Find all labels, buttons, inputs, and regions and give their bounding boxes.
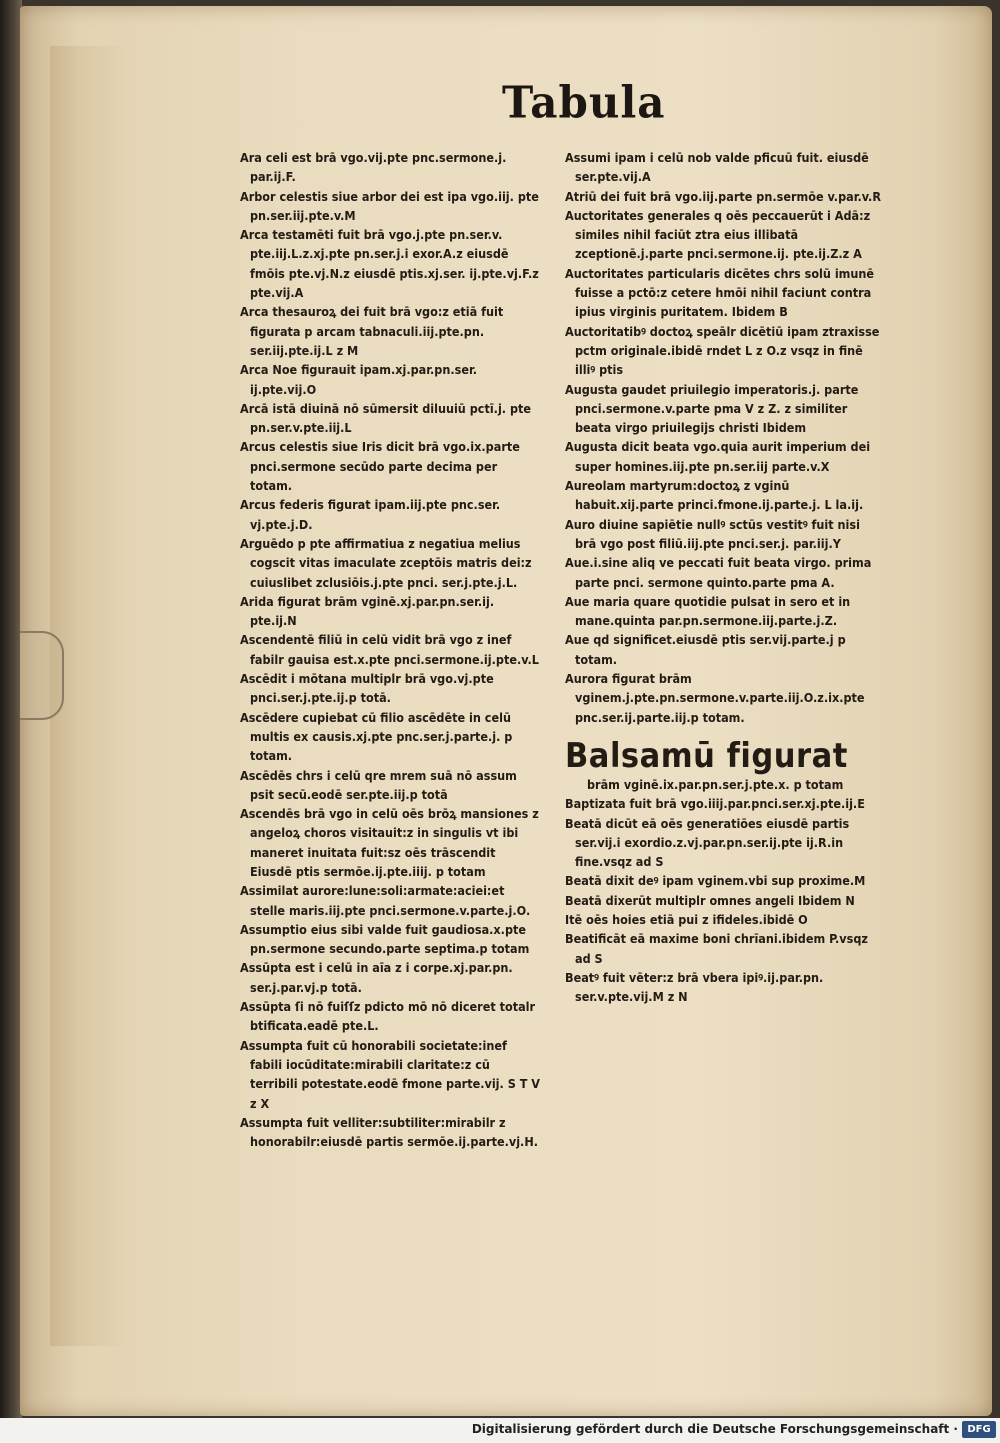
right-column-entries bbox=[565, 148, 883, 727]
index-entry: Assimilat aurore:lune:soli:armate:aciei:et stelle maris.iij.pte pnci.sermone.v.parte.j.O. bbox=[240, 883, 531, 918]
index-entry: Auctoritates particularis dicētes chrs solū imunē fuisse a pctō:z cetere hmōi nihil faciunt contra ipius virginis puritatem. Ibidem B bbox=[565, 265, 875, 320]
index-entry: Aue.i.sine aliq ve peccati fuit beata virgo. prima parte pnci. sermone quinto.parte pma A. bbox=[565, 555, 872, 590]
index-entry: Arbor celestis siue arbor dei est ipa vgo.iij. pte pn.ser.iij.pte.v.M bbox=[240, 188, 539, 223]
index-entry: Auctoritates generales q oēs peccauerūt i Adā:z similes nihil faciūt ztra eius illibatā zceptionē.j.parte pnci.sermone.ij. pte.ij.Z.z A bbox=[565, 207, 871, 262]
index-entry: Beatificāt eā maxime boni chrīani.ibidem P.vsqz ad S bbox=[565, 931, 868, 966]
dfg-logo[interactable]: DFG bbox=[962, 1421, 996, 1438]
index-entry: Arca thesauroꝝ dei fuit brā vgo:z etiā fuit figurata p arcam tabnaculi.iij.pte.pn. ser.iij.pte.ij.L z M bbox=[240, 304, 504, 358]
balsamum-entry bbox=[565, 737, 883, 794]
index-entry: Arca Noe figurauit ipam.xj.par.pn.ser. ij.pte.vij.O bbox=[240, 362, 477, 397]
index-entry: Ara celi est brā vgo.vij.pte pnc.sermone.j. par.ij.F. bbox=[240, 150, 507, 185]
index-entry: Assumptio eius sibi valde fuit gaudiosa.x.pte pn.sermone secundo.parte septima.p totam bbox=[240, 921, 530, 957]
index-entry: Aurora figurat brām vginem.j.pte.pn.sermone.v.parte.iij.O.z.ix.pte pnc.ser.ij.parte.iij.p totam. bbox=[565, 671, 865, 725]
index-entry: Assūpta ſi nō fuiſſz pdicto mō nō diceret totalr btificata.eadē pte.L. bbox=[240, 999, 536, 1034]
index-entry: Ascēdere cupiebat cū filio ascēdēte in celū multis ex causis.xj.pte pnc.ser.j.parte.j. p totam. bbox=[240, 709, 513, 764]
index-entry: Beatā dicūt eā oēs generatiōes eiusdē partis ser.vij.i exordio.z.vj.par.pn.ser.ij.pte ij.R.in fine.vsqz ad S bbox=[565, 815, 850, 870]
book-binding bbox=[0, 0, 22, 1443]
index-entry: Ascēdēs chrs i celū qre mrem suā nō assum psit secū.eodē ser.pte.iij.p totā bbox=[240, 767, 517, 802]
index-entry: Assumi ipam i celū nob valde pficuū fuit. eiusdē ser.pte.vij.A bbox=[565, 150, 869, 185]
index-entry: Arcus federis figurat ipam.iij.pte pnc.ser. vj.pte.j.D. bbox=[240, 497, 501, 532]
index-entry: Aue qd significet.eiusdē ptis ser.vij.parte.j p totam. bbox=[565, 632, 846, 667]
index-entry: Arguēdo p pte affirmatiua z negatiua melius cogscit vitas imaculate zceptōis matris dei:z cuiuslibet zclusiōis.j.pte pnci. ser.j.pte.j.L. bbox=[240, 535, 532, 590]
index-entry: Arcā istā diuinā nō sūmersit diluuiū pctī.j. pte pn.ser.v.pte.iij.L bbox=[240, 400, 532, 436]
index-entry: Aureolam martyrum:doctoꝝ z vginū habuit.xij.parte princi.fmone.ij.parte.j. L la.ij. bbox=[565, 478, 864, 513]
index-entry: Assumpta fuit cū honorabili societate:inef fabili iocūditate:mirabili claritate:z cū terribili potestate.eodē fmone parte.vij. S T V z X bbox=[240, 1037, 541, 1111]
clasp-mark bbox=[20, 631, 64, 720]
right-column bbox=[565, 148, 883, 1006]
index-entry: Assūpta est i celū in aīa z i corpe.xj.par.pn. ser.j.par.vj.p totā. bbox=[240, 960, 513, 995]
funding-credit: Digitalisierung gefördert durch die Deutsche Forschungsgemeinschaft · bbox=[471, 1422, 958, 1436]
index-entry: Beatā dixerūt multiplr omnes angeli Ibidem N bbox=[565, 892, 855, 908]
index-entry: Augusta dicit beata vgo.quia aurit imperium dei super homines.iij.pte pn.ser.iij parte.v.X bbox=[565, 439, 871, 474]
index-entry: Augusta gaudet priuilegio imperatoris.j. parte pnci.sermone.v.parte pma V z Z. z similiter beata virgo priuilegijs christi Ibidem bbox=[565, 381, 859, 436]
index-entry: Auctoritatibꝰ doctoꝝ speālr dicētiū ipam ztraxisse pctm originale.ibidē rndet L z O.z vsqz in finē illiꝰ ptis bbox=[565, 323, 880, 378]
index-entry: Ascendentē filiū in celū vidit brā vgo z inef fabilr gauisa est.x.pte pnci.sermone.ij.pte.v.L bbox=[240, 632, 539, 667]
balsamum-heading: Balsamū figurat bbox=[565, 735, 848, 776]
right-column-entries-after bbox=[565, 794, 883, 1006]
index-entry: Beatā dixit deꝰ ipam vginem.vbi sup proxime.M bbox=[565, 873, 866, 889]
index-entry: Beatꝰ fuit vēter:z brā vbera ipiꝰ.ij.par.pn. ser.v.pte.vij.M z N bbox=[565, 969, 824, 1005]
index-entry: Baptizata fuit brā vgo.iiij.par.pnci.ser.xj.pte.ij.E bbox=[565, 796, 865, 812]
page-header: Tabula bbox=[502, 76, 666, 129]
index-entry: Ascendēs brā vgo in celū oēs brōꝝ mansiones z angeloꝝ choros visitauit:z in singulis vt ibi maneret inuitata fuit:sz oēs trāscendit Eiusdē ptis sermōe.ij.pte.iiij. p totam bbox=[240, 806, 539, 879]
index-entry: Arida figurat brām vginē.xj.par.pn.ser.ij. pte.ij.N bbox=[240, 593, 495, 629]
index-entry: Assumpta fuit velliter:subtiliter:mirabilr z honorabilr:eiusdē partis sermōe.ij.parte.vj.H. bbox=[240, 1114, 539, 1150]
index-entry: Arcus celestis siue Iris dicit brā vgo.ix.parte pnci.sermone secūdo parte decima per totam. bbox=[240, 439, 520, 494]
balsamum-text: brām vginē.ix.par.pn.ser.j.pte.x. p totam bbox=[587, 776, 844, 792]
left-column bbox=[240, 148, 540, 1151]
footer-bar bbox=[0, 1418, 1000, 1443]
index-entry: Itē oēs hoies etiā pui z ifideles.ibidē O bbox=[565, 911, 808, 927]
index-entry: Ascēdit i mōtana multiplr brā vgo.vj.pte pnci.ser.j.pte.ij.p totā. bbox=[240, 671, 494, 706]
index-entry: Arca testamēti fuit brā vgo.j.pte pn.ser.v. pte.iij.L.z.xj.pte pn.ser.j.i exor.A.z eiusdē fmōis pte.vj.N.z eiusdē ptis.xj.ser. ij.pte.vj.F.z pte.vij.A bbox=[240, 227, 539, 301]
index-entry: Auro diuine sapiētie nullꝰ sctūs vestitꝰ fuit nisi brā vgo post filiū.iij.pte pnci.ser.j. par.iij.Y bbox=[565, 516, 860, 551]
index-entry: Atriū dei fuit brā vgo.iij.parte pn.sermōe v.par.v.R bbox=[565, 188, 881, 204]
index-entry: Aue maria quare quotidie pulsat in sero et in mane.quinta par.pn.sermone.iij.parte.j.Z. bbox=[565, 593, 851, 629]
